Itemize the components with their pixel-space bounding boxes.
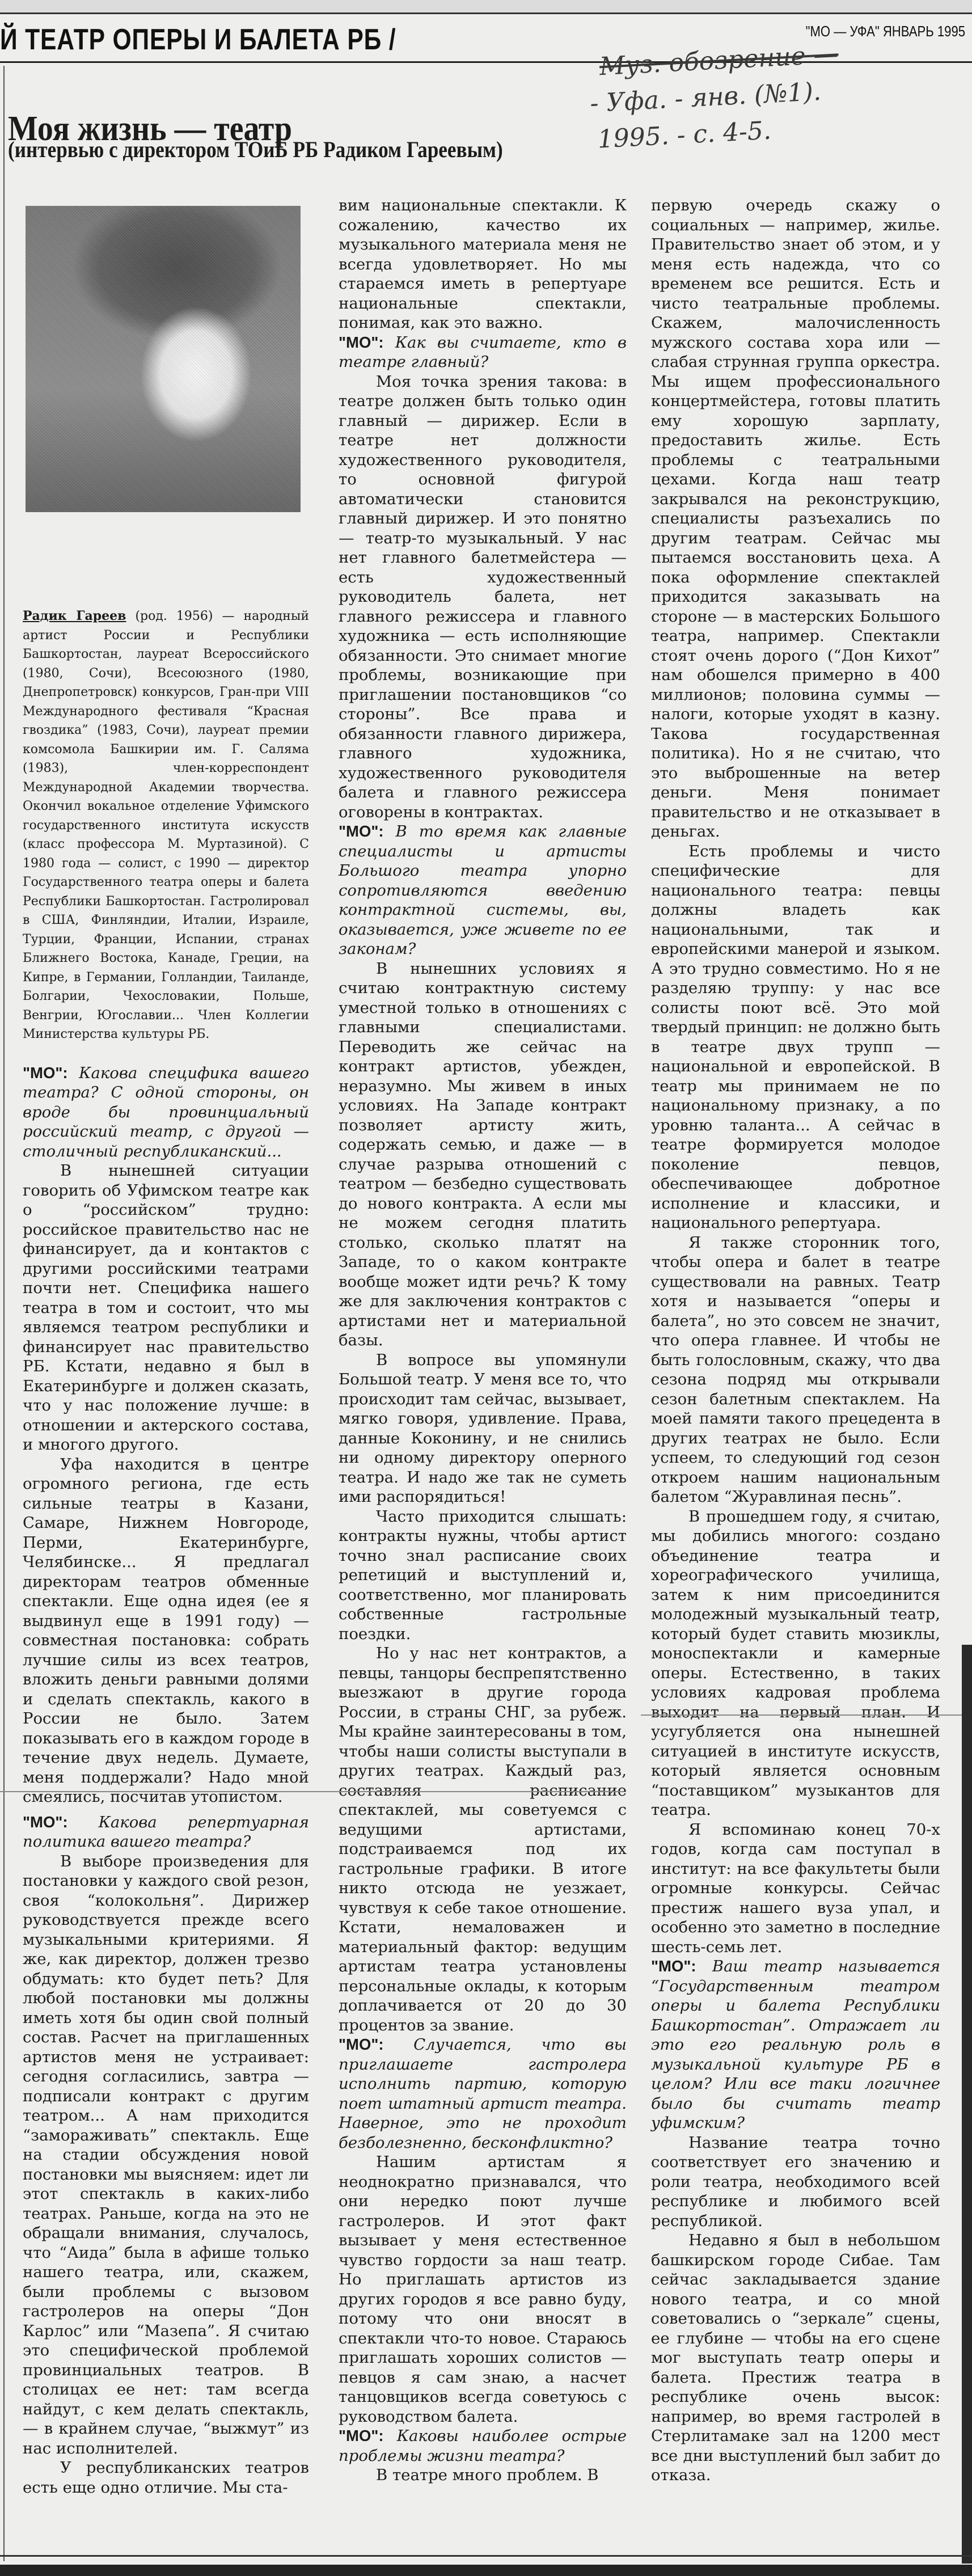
paste-seam [0,1791,624,1792]
interview-answer: В выборе произведения для постановки у каждого свой резон, своя “колокольня”. Дирижер руководствуется прежде всего музыкальными критериями. Я же, как директор, должен трезво обдумать: кто будет петь? Для любой постановки мы должны иметь хотя бы один свой полный состав. Расчет на приглашенных артистов меня не устраивает: сегодня согласились, завтра — подписали контракт с другим театром... А нам приходится “замораживать” спектакль. Еще на стадии обсуждения новой постановки мы выясняем: идет ли этот спектакль в каких-либо театрах. Раньше, когда на это не обращали внимания, случалось, что “Аида” была в афише только нашего театра, или, скажем, были проблемы с вызовом гастролеров на оперы “Дон Карлос” или “Мазепа”. Я считаю это специфической проблемой провинциальных театров. В столицах ее нет: там всегда найдут, с кем делать спектакль, — в крайнем случае, “выжмут” из нас исполнителей. [23,1852,309,2457]
interview-answer: Часто приходится слышать: контракты нужны, чтобы артист точно знал расписание своих репетиций и выступлений и, соответственно, мог планировать собственные гастрольные поездки. [339,1507,627,1643]
interviewer-label: "МО": [23,1063,68,1082]
handwritten-line: - Уфа. - янв. (№1). [589,77,822,119]
interview-answer: В театре много проблем. В [376,2466,599,2484]
interviewer-label: "МО": [651,1957,696,1975]
bio-caption [23,607,309,1044]
handwritten-line: 1995. - с. 4-5. [597,116,772,154]
bio-name: Радик Гареев [23,609,126,623]
interview-question: "МО": Каковы наиболее острые проблемы жизни театра? [339,2427,627,2465]
interview-answer: В вопросе вы упомянули Большой театр. У меня все то, что происходит там сейчас, вызывает, мягко говоря, удивление. Права, данные Коконину, и не снились ни одному директору оперного театра. И надо же так не суметь ими распорядиться! [339,1350,627,1506]
interview-question: "МО": В то время как главные специалисты и артисты Большого театра упорно сопротивляются введению контрактной системы, вы, оказывается, уже живете по ее законам? [339,822,627,958]
bottom-edge-shadow [0,2565,972,2576]
article-title: Моя жизнь — театр [8,109,293,148]
top-border [0,0,972,14]
interview-question: "МО": Какова специфика вашего театра? С одной стороны, он вроде бы провинциальный российский театр, с другой — столичный республиканский... [23,1063,309,1160]
paste-seam [641,1714,964,1716]
publication-date: "МО — УФА" ЯНВАРЬ 1995 [805,23,965,40]
interview-answer: Но у нас нет контрактов, а певцы, танцоры беспрепятственно выезжают в другие города России, в страны СНГ, за рубеж. Мы крайне заинтересованы в том, чтобы наши солисты выступали в других театрах. Каждый раз, составляя расписание спектаклей, мы советуемся с ведущими артистами, подстраиваемся под их гастрольные графики. В итоге никто отсюда не уезжает, чувствуя к себе такое отношение. Кстати, немаловажен и материальный фактор: ведущим артистам театра установлены персональные оклады, к которым доплачивается от 20 до 30 процентов за звание. [339,1644,627,2034]
clipping-edge-shadow [962,1645,972,2564]
interview-question: "МО": Какова репертуарная политика вашего театра? [23,1813,309,1851]
interview-question: "МО": Ваш театр называется “Государственным театром оперы и балета Республики Башкортостан”. Отражает ли это его реальную роль в музыкальной культуре РБ в целом? Или все таки логичнее было бы считать театр уфимским? [651,1957,940,2132]
interview-question: "МО": Как вы считаете, кто в театре главный? [339,333,627,371]
interviewer-label: "МО": [339,822,384,840]
interview-question: "МО": Случается, что вы приглашаете гастролера исполнить партию, которую поет штатный артист театра. Наверное, это не проходит безболезненно, бесконфликтно? [339,2036,627,2152]
bio-text: (род. 1956) — народный артист России и Республики Башкортостан, лауреат Всероссийского (1980, Сочи), Всесоюзного (1980, Днепропетровск) конкурсов, Гран-при VIII Международного фестиваля “Красная гвоздика” (1983, Сочи), лауреат премии комсомола Башкирии им. Г. Саляма (1983), член-корреспондент Международной Академии творчества. Окончил вокальное отделение Уфимского государственного института искусств (класс профессора М. Муртазиной). С 1980 года — солист, с 1990 — директор Государственного театра оперы и балета Республики Башкортостан. Гастролировал в США, Финляндии, Италии, Израиле, Турции, Франции, Испании, странах Ближнего Востока, Канаде, Греции, на Кипре, в Германии, Голландии, Таиланде, Болгарии, Чехословакии, Польше, Венгрии, Югославии... Член Коллегии Министерства культуры РБ. [23,609,309,1041]
interview-answer: Уфа находится в центре огромного региона, где есть сильные театры в Казани, Самаре, Нижнем Новгороде, Перми, Екатеринбурге, Челябинске... Я предлагал директорам театров обменные спектакли. Еще одна идея (ее я выдвинул еще в 1991 году) — совместная постановка: собрать лучшие силы из всех театров, вложить деньги равными долями и сделать спектакль, какого в России не было. Затем показывать его в каждом городе в течение двух недель. Думаете, меня поддержали? Надо мной смеялись, посчитав утопистом. [23,1455,309,1806]
interview-answer-continued: первую очередь скажу о социальных — например, жилье. Правительство знает об этом, и у меня есть надежда, что со временем все решится. Есть и чисто театральные проблемы. Скажем, малочисленность мужского состава хора или — слабая струнная группа оркестра. Мы ищем профессионального концертмейстера, готовы платить ему хорошую зарплату, предоставить жилье. Есть проблемы с театральными цехами. Когда наш театр закрывался на реконструкцию, специалисты разъехались по другим театрам. Сейчас мы пытаемся восстановить цеха. А пока оформление спектаклей приходится заказывать на стороне — в мастерских Большого театра, например. Спектакли стоят очень дорого (“Дон Кихот” нам обошелся примерно в 400 миллионов; половина суммы — налоги, которые уходят в казну. Такова государственная политика). Но я не считаю, что это выброшенные на ветер деньги. Меня понимает правительство и не отказывает в деньгах. [651,196,940,841]
interview-answer: В нынешней ситуации говорить об Уфимском театре как о “российском” трудно: российское правительство нас не финансирует, да и контактов с другими российскими театрами почти нет. Специфика нашего театра в том и состоит, что мы являемся театром республики и финансирует нас правительство РБ. Кстати, недавно я был в Екатеринбурге и должен сказать, что у нас положение лучше: в отношении и актерского состава, и многого другого. [23,1162,309,1454]
interviewer-label: "МО": [339,2036,384,2053]
interview-answer: Название театра точно соответствует его значению и роли театра, необходимого всей республике и любимого всей республикой. [651,2133,940,2230]
bottom-border [0,2555,972,2557]
interviewer-label: "МО": [339,333,384,351]
interview-answer-continued: вим национальные спектакли. К сожалению, качество их музыкального материала меня не всегда удовлетворяет. Но мы стараемся иметь в репертуаре национальные спектакли, понимая, как это важно. [339,196,627,332]
article-subtitle: (интервью с директором ТОиБ РБ Радиком Гареевым) [8,137,503,162]
interviewer-label: "МО": [339,2427,384,2444]
section-heading: Й ТЕАТР ОПЕРЫ И БАЛЕТА РБ / [0,23,396,56]
interview-answer: В прошедшем году, я считаю, мы добились многого: создано объединение театра и хореографического училища, затем к ним присоединится молодежный музыкальный театр, который будет ставить мюзиклы, моноспектакли и камерные оперы. Естественно, в таких условиях кадровая проблема выходит на первый план. И усугубляется она нынешней ситуацией в институте искусств, который является основным “поставщиком” музыкантов для театра. [651,1507,940,1819]
handwritten-line: Муз. обозрение — [598,40,839,82]
interview-answer: Я также сторонник того, чтобы опера и балет в театре существовали на равных. Театр хотя и называется “оперы и балета”, но это совсем не значит, что опера главнее. И чтобы не быть голословным, скажу, что два сезона подряд мы открывали сезон балетным спектаклем. На моей памяти такого прецедента в других театрах не было. Если успеем, то следующий год сезон откроем нашим национальным балетом “Журавлиная песнь”. [651,1233,940,1506]
interview-answer: У республиканских театров есть еще одно отличие. Мы ста- [23,2459,309,2497]
article-column-2 [339,196,627,2485]
interviewer-label: "МО": [23,1813,68,1831]
interview-answer: Есть проблемы и чисто специфические для национального театра: певцы должны владеть как национальными, так и европейскими манерой и языком. А это трудно совместимо. Но я не разделяю труппу: у нас все солисты поют всё. Это мой твердый принцип: не должно быть в театре двух трупп — национальной и европейской. В театр мы принимаем не по национальному признаку, а по уровню таланта... А сейчас в театре формируется молодое поколение певцов, обеспечивающее добротное исполнение и классики, и национального репертуара. [651,842,940,1232]
interview-answer: Нашим артистам я неоднократно признавался, что они нередко поют лучше гастролеров. И этот факт вызывает у меня естественное чувство гордости за наш театр. Но приглашать артистов из других городов я все равно буду, потому что они вносят в спектакли что-то новое. Стараюсь приглашать хороших солистов — певцов я сам знаю, а насчет танцовщиков всегда советуюсь с руководством балета. [339,2153,627,2426]
interview-answer: Моя точка зрения такова: в театре должен быть только один главный — дирижер. Если в театре нет должности художественного руководителя, то основной фигурой автоматически становится главный дирижер. И это понятно — театр-то музыкальный. У нас нет главного балетмейстера — есть художественный руководитель балета, нет главного режиссера и главного художника — есть исполняющие обязанности. Это снимает многие проблемы, возникающие при приглашении постановщиков “со стороны”. Все права и обязанности главного дирижера, главного художника, художественного руководителя балета и главного режиссера оговорены в контрактах. [339,372,627,821]
article-column-1 [23,607,309,2497]
portrait-photo [26,206,301,512]
interview-answer: Я вспоминаю конец 70-х годов, когда сам поступал в институт: на все факультеты были огромные конкурсы. Сейчас престиж нашего вуза упал, и особенно это заметно в последние шесть-семь лет. [651,1820,940,1956]
interview-answer: В нынешних условиях я считаю контрактную систему уместной только в отношениях с главными специалистами. Переводить же сейчас на контракт артистов, убежден, неразумно. Мы живем в иных условиях. На Западе контракт позволяет артисту жить, содержать семью, и даже — в случае разрыва отношений с театром — безбедно существовать до нового контракта. А если мы не можем сегодня платить столько, сколько платят на Западе, то о каком контракте вообще может идти речь? К тому же для заключения контрактов с артистами нет и материальной базы. [339,959,627,1349]
article-column-3 [651,196,940,2485]
interview-answer: Недавно я был в небольшом башкирском городе Сибае. Там сейчас закладывается здание нового театра, и со мной советовались о “зеркале” сцены, ее глубине — чтобы на его сцене мог выступать театр оперы и балета. Престиж театра в республике очень высок: например, во время гастролей в Стерлитамаке зал на 1200 мест все дни выступлений был забит до отказа. [651,2231,940,2484]
